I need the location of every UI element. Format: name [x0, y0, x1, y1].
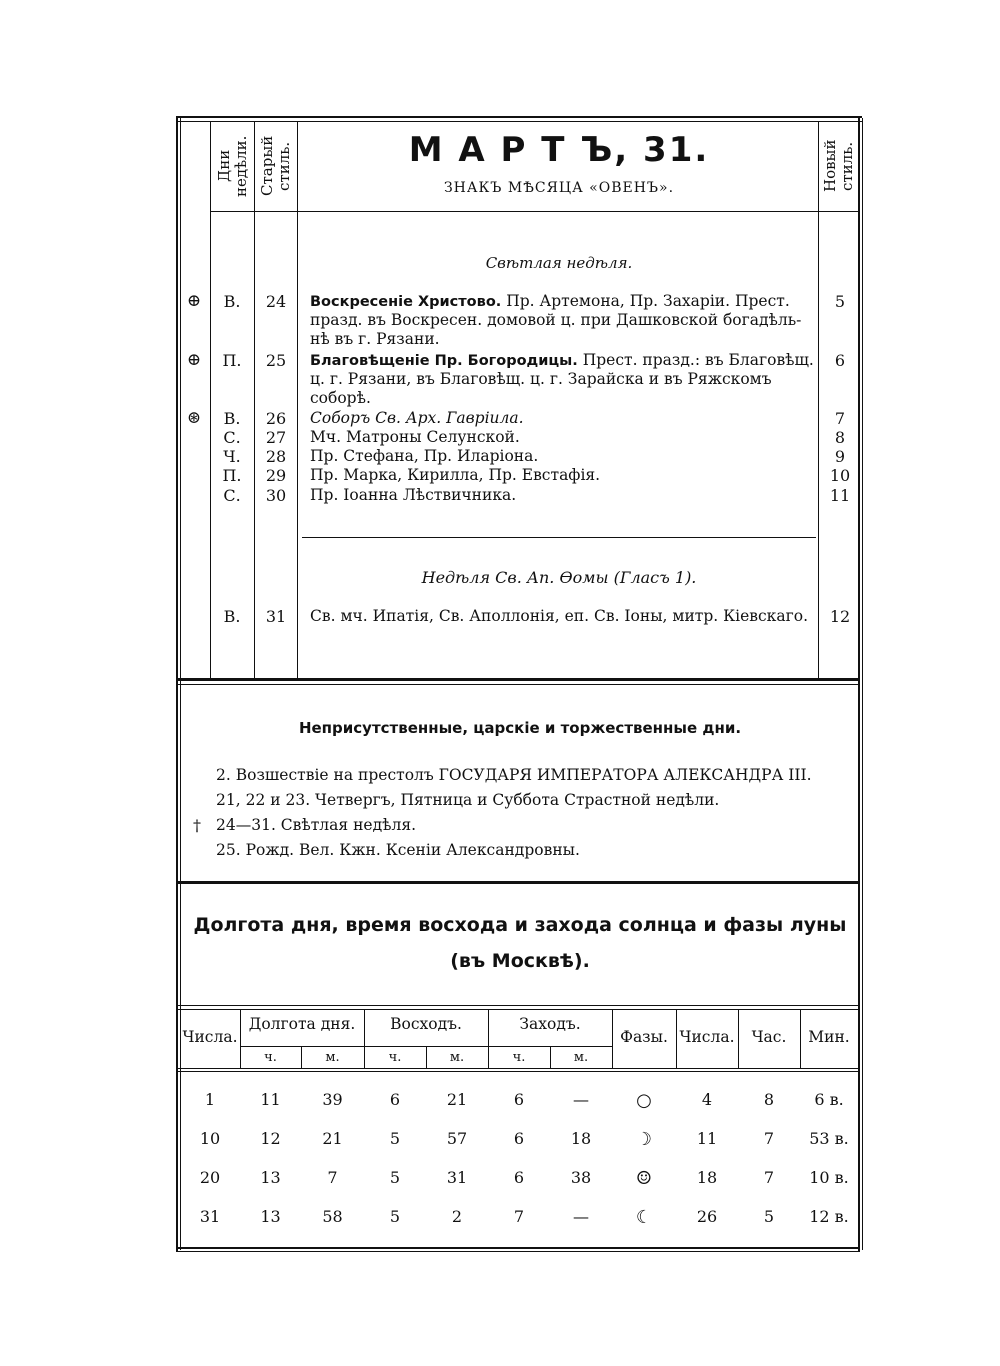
holiday-item: 24—31. Свѣтлая недѣля.	[216, 816, 417, 834]
day-dow: С.	[223, 428, 241, 447]
moon-phase-icon: ○	[636, 1090, 652, 1111]
day-dow: П.	[222, 466, 242, 485]
table-top-2	[178, 1009, 860, 1010]
day-text-line	[310, 486, 516, 505]
sun-cell-d: 10	[199, 1129, 221, 1148]
sun-cell-lh: 13	[260, 1168, 281, 1187]
col-sep-1	[210, 122, 211, 678]
table-bottom-2	[178, 1251, 860, 1252]
table-header-bottom-2	[178, 1071, 860, 1072]
page-title: М А Р Т Ъ, 31.	[408, 130, 710, 170]
day-symbol-icon: ⊕	[186, 291, 202, 311]
holiday-item: 21, 22 и 23. Четвергъ, Пятница и Суббота Страстной недѣли.	[216, 791, 720, 809]
th-set-m: м.	[573, 1050, 589, 1065]
sun-cell-lm: 58	[322, 1207, 343, 1226]
frame-top	[176, 116, 862, 118]
th-min: Мин.	[808, 1028, 850, 1046]
day-new-style: 5	[834, 292, 846, 311]
sun-cell-lm: 21	[322, 1129, 343, 1148]
section-divider-1b	[178, 684, 860, 685]
table-header-bottom-1	[178, 1068, 860, 1069]
day-text-line	[310, 351, 814, 371]
th-len: Долгота дня.	[248, 1015, 356, 1033]
sun-cell-cm: 53 в.	[809, 1129, 849, 1148]
day-symbol-icon: ⊕	[186, 350, 202, 370]
day-old-style: 24	[265, 292, 287, 311]
saint-text: соборѣ.	[310, 389, 371, 407]
sun-cell-rh: 5	[389, 1207, 401, 1226]
table-top-1	[178, 1005, 860, 1006]
day-new-style: 10	[829, 466, 851, 485]
moon-phase-icon: ☾	[635, 1207, 653, 1228]
day-new-style: 7	[834, 409, 846, 428]
week1-heading: Свѣтлая недѣля.	[485, 254, 633, 272]
th-num2: Числа.	[679, 1028, 735, 1046]
feast-name: Благовѣщеніе Пр. Богородицы.	[310, 353, 578, 369]
moon-phase-icon: ☽	[635, 1129, 653, 1150]
sun-cell-sh: 6	[513, 1090, 525, 1109]
sun-cell-cm: 10 в.	[809, 1168, 849, 1187]
sun-cell-rh: 5	[389, 1168, 401, 1187]
section-divider-1	[178, 678, 860, 681]
day-new-style: 11	[829, 486, 851, 505]
col-old-header: Старый стиль.	[258, 135, 293, 197]
day-old-style: 28	[265, 447, 287, 466]
sun-cell-cm: 6 в.	[814, 1090, 844, 1109]
day-text-line	[310, 292, 790, 312]
th-set: Заходъ.	[519, 1015, 581, 1033]
sun-cell-sh: 6	[513, 1129, 525, 1148]
sun-cell-pd: 18	[696, 1168, 718, 1187]
day-text-line	[310, 389, 371, 408]
sun-cell-rm: 2	[451, 1207, 463, 1226]
sun-cell-lh: 13	[260, 1207, 281, 1226]
col-days-header: Дни недѣли.	[215, 135, 250, 197]
sun-cell-rm: 57	[446, 1129, 468, 1148]
sun-cell-sm: —	[573, 1090, 589, 1109]
day-text-line	[310, 447, 538, 466]
day-new-style: 8	[834, 428, 846, 447]
day-dow: Ч.	[223, 447, 241, 466]
col-sep-3	[297, 122, 298, 678]
sun-cell-sm: 38	[570, 1168, 592, 1187]
day-text-line	[310, 330, 440, 349]
day-old-style: 27	[265, 428, 287, 447]
sun-cell-d: 1	[204, 1090, 216, 1109]
sun-cell-pd: 11	[696, 1129, 718, 1148]
sun-cell-rh: 6	[389, 1090, 401, 1109]
sun-heading-1: Долгота дня, время восхода и захода солнца и фазы луны	[193, 914, 847, 936]
holidays-heading: Неприсутственные, царскіе и торжественные дни.	[298, 719, 742, 737]
th-rise-m: м.	[449, 1050, 465, 1065]
saint-text: празд. въ Воскресен. домовой ц. при Дашковской богадѣль-	[310, 311, 802, 329]
sun-cell-d: 31	[199, 1207, 221, 1226]
saint-text: Пр. Стефана, Пр. Иларіона.	[310, 447, 539, 465]
th-set-h: ч.	[512, 1050, 526, 1065]
sun-cell-sm: —	[573, 1207, 589, 1226]
sun-cell-sh: 7	[513, 1207, 525, 1226]
last-day-old: 31	[265, 607, 287, 626]
section-divider-2	[178, 881, 860, 884]
day-symbol-icon: ⊛	[186, 408, 202, 428]
day-text-line	[310, 466, 600, 485]
header-bottom	[210, 211, 858, 212]
col-sep-2	[254, 122, 255, 678]
sun-cell-lm: 39	[322, 1090, 343, 1109]
saint-text: ц. г. Рязани, въ Благовѣщ. ц. г. Зарайска и въ Ряжскомъ	[310, 370, 772, 388]
sun-cell-lm: 7	[327, 1168, 338, 1187]
saint-text: Пр. Марка, Кирилла, Пр. Евстафія.	[310, 466, 601, 484]
day-old-style: 25	[265, 351, 287, 370]
sun-cell-ch: 7	[763, 1129, 775, 1148]
th-num: Числа.	[182, 1028, 238, 1046]
day-dow: В.	[223, 409, 241, 428]
sun-cell-pd: 4	[701, 1090, 713, 1109]
holiday-item: 2. Возшествіе на престолъ ГОСУДАРЯ ИМПЕРАТОРА АЛЕКСАНДРА III.	[216, 766, 812, 784]
moon-phase-icon: ☺	[635, 1168, 653, 1189]
saint-text: Пр. Іоанна Лѣствичника.	[310, 486, 517, 504]
sun-cell-rm: 21	[446, 1090, 468, 1109]
day-text-line	[310, 370, 772, 389]
day-dow: С.	[223, 486, 241, 505]
th-rise: Восходъ.	[390, 1015, 462, 1033]
saint-text: Мч. Матроны Селунской.	[310, 428, 520, 446]
sun-cell-ch: 8	[763, 1090, 775, 1109]
week2-heading: Недѣля Св. Ап. Ѳомы (Гласъ 1).	[421, 568, 697, 587]
day-dow: В.	[223, 292, 241, 311]
dagger-mark: †	[193, 816, 201, 835]
last-day-text: Св. мч. Ипатія, Св. Аполлонія, еп. Св. Іоны, митр. Кіевскаго.	[310, 607, 808, 625]
table-bottom	[178, 1247, 860, 1249]
sun-cell-d: 20	[199, 1168, 221, 1187]
day-text-line	[310, 409, 524, 428]
feast-name: Воскресеніе Христово.	[310, 294, 502, 310]
sun-cell-lh: 11	[260, 1090, 281, 1109]
holiday-item: 25. Рожд. Вел. Кжн. Ксеніи Александровны.	[216, 841, 580, 859]
th-rise-h: ч.	[388, 1050, 402, 1065]
last-day-dow: В.	[223, 607, 241, 626]
frame-right-inner	[862, 118, 863, 1250]
th-len-h: ч.	[264, 1050, 277, 1065]
day-text-line	[310, 428, 520, 447]
sun-cell-sm: 18	[570, 1129, 592, 1148]
day-old-style: 29	[265, 466, 287, 485]
day-new-style: 6	[834, 351, 846, 370]
sun-cell-rm: 31	[446, 1168, 468, 1187]
sun-cell-pd: 26	[696, 1207, 718, 1226]
day-new-style: 9	[834, 447, 846, 466]
saint-text: нѣ въ г. Рязани.	[310, 330, 440, 348]
day-dow: П.	[222, 351, 242, 370]
day-old-style: 30	[265, 486, 287, 505]
sun-cell-lh: 12	[260, 1129, 281, 1148]
sun-cell-sh: 6	[513, 1168, 525, 1187]
sun-cell-cm: 12 в.	[809, 1207, 849, 1226]
saint-text: Прест. празд.: въ Благовѣщ.	[577, 351, 814, 369]
sun-cell-ch: 5	[763, 1207, 775, 1226]
day-old-style: 26	[265, 409, 287, 428]
th-phase: Фазы.	[620, 1028, 668, 1046]
col-new-header: Новый стиль.	[821, 139, 856, 193]
day-text-line	[310, 311, 801, 330]
saint-text: Пр. Артемона, Пр. Захаріи. Прест.	[501, 292, 790, 310]
th-len-m: м.	[325, 1050, 340, 1065]
last-day-new: 12	[829, 607, 851, 626]
sun-heading-2: (въ Москвѣ).	[450, 950, 590, 972]
frame-top-inner	[176, 121, 862, 122]
week-separator	[302, 537, 816, 538]
th-hour: Час.	[751, 1028, 787, 1046]
feast-name-italic: Соборъ Св. Арх. Гавріила.	[310, 409, 524, 427]
col-sep-4	[818, 122, 819, 678]
page-subtitle: ЗНАКЪ МѢСЯЦА «ОВЕНЪ».	[443, 180, 675, 196]
sun-cell-rh: 5	[389, 1129, 401, 1148]
sun-cell-ch: 7	[763, 1168, 775, 1187]
